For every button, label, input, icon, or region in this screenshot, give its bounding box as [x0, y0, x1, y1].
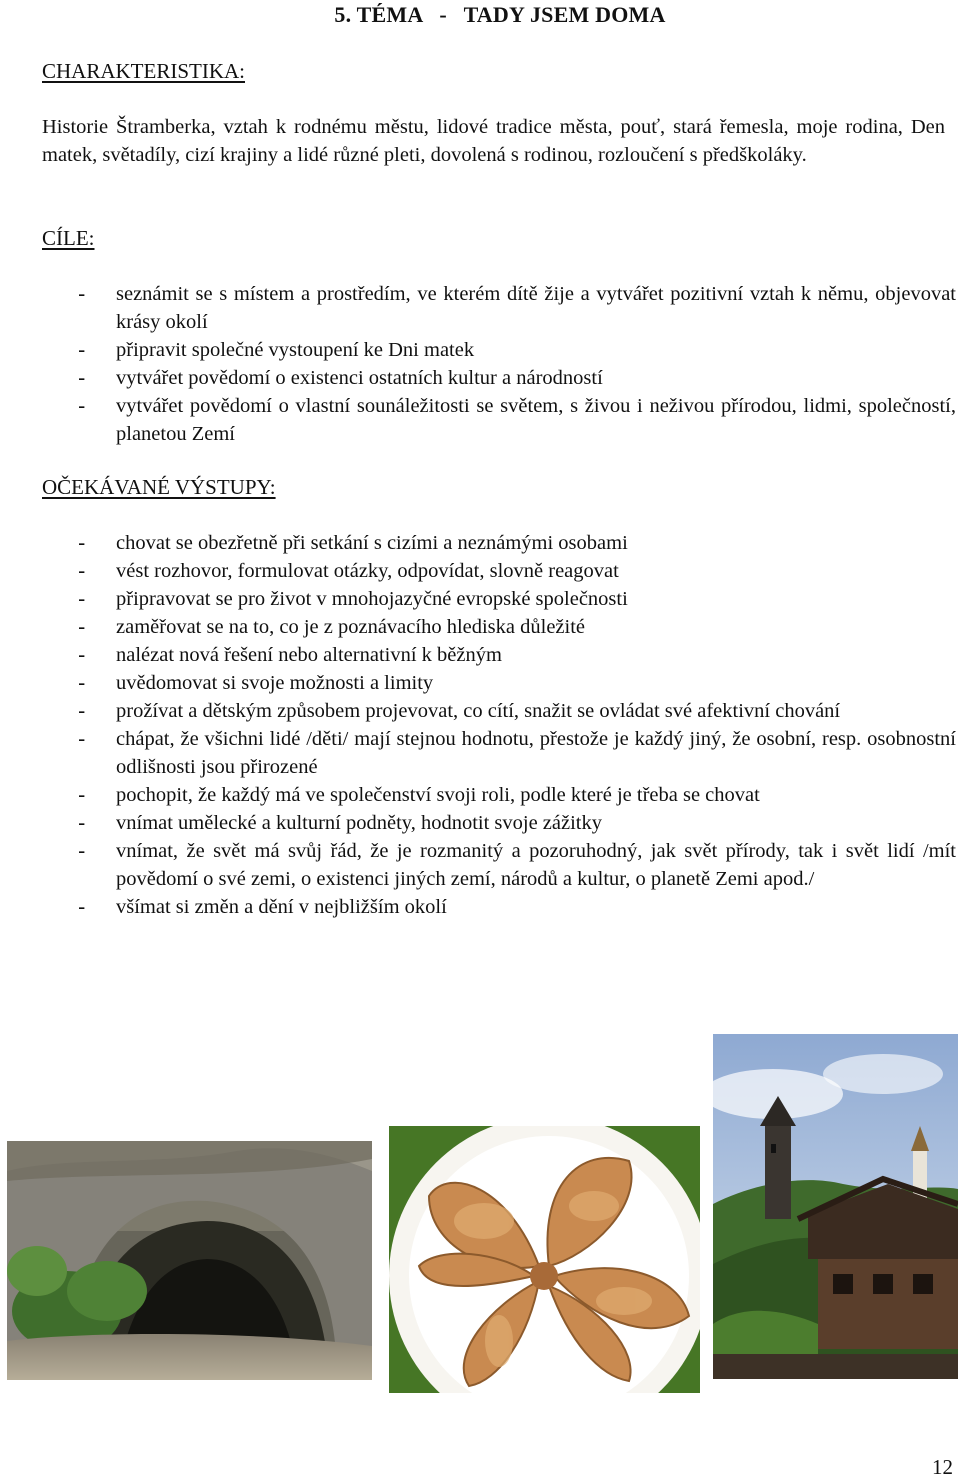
output-item: - pochopit, že každý má ve společenství svoji roli, podle které je třeba se chovat [116, 781, 956, 809]
goal-item: - seznámit se s místem a prostředím, ve kterém dítě žije a vytvářet pozitivní vztah k němu, objevovat krásy okolí [116, 280, 956, 336]
output-item: - uvědomovat si svoje možnosti a limity [116, 669, 956, 697]
goal-item: - vytvářet povědomí o existenci ostatních kultur a národností [116, 364, 956, 392]
output-item: - nalézat nová řešení nebo alternativní k běžným [116, 641, 956, 669]
output-item: - vnímat, že svět má svůj řád, že je rozmanitý a pozoruhodný, jak svět přírody, tak i svět lidí /mít povědomí o své zemi, o existenci jiných zemí, národů a kultur, o planetě Zemi apod./ [116, 837, 956, 893]
output-item: - vést rozhovor, formulovat otázky, odpovídat, slovně reagovat [116, 557, 956, 585]
title-separator: - [439, 2, 447, 27]
page-title [0, 1, 960, 29]
topic-name: TADY JSEM DOMA [463, 2, 666, 27]
output-item: - chápat, že všichni lidé /děti/ mají stejnou hodnotu, přestože je každý jiný, že osobní, resp. osobnostní odlišnosti jsou přirozené [116, 725, 956, 781]
outputs-heading: OČEKÁVANÉ VÝSTUPY: [42, 475, 276, 499]
output-item: - chovat se obezřetně při setkání s cizími a neznámými osobami [116, 529, 956, 557]
goals-list [116, 280, 956, 448]
pastry-photo [389, 1126, 700, 1393]
characteristics-heading: CHARAKTERISTIKA: [42, 59, 245, 83]
goal-item: - vytvářet povědomí o vlastní sounáležitosti se světem, s živou i neživou přírodou, lidmi, společností, planetou Zemí [116, 392, 956, 448]
outputs-list [116, 529, 956, 921]
output-item: - připravovat se pro život v mnohojazyčné evropské společnosti [116, 585, 956, 613]
cave-photo [7, 1141, 372, 1380]
characteristics-text: Historie Štramberka, vztah k rodnému městu, lidové tradice města, pouť, stará řemesla, moje rodina, Den matek, světadíly, cizí krajiny a lidé různé pleti, dovolená s rodinou, rozloučení s předškoláky. [42, 116, 945, 166]
output-item: - prožívat a dětským způsobem projevovat, co cítí, snažit se ovládat své afektivní chování [116, 697, 956, 725]
goals-heading: CÍLE: [42, 226, 95, 250]
page-number: 12 [932, 1455, 953, 1479]
output-item: - vnímat umělecké a kulturní podněty, hodnotit svoje zážitky [116, 809, 956, 837]
output-item: - všímat si změn a dění v nejbližším okolí [116, 893, 956, 921]
topic-number: 5. TÉMA [334, 2, 423, 27]
goal-item: - připravit společné vystoupení ke Dni matek [116, 336, 956, 364]
output-item: - zaměřovat se na to, co je z poznávacího hlediska důležité [116, 613, 956, 641]
town-tower-photo [713, 1034, 958, 1379]
